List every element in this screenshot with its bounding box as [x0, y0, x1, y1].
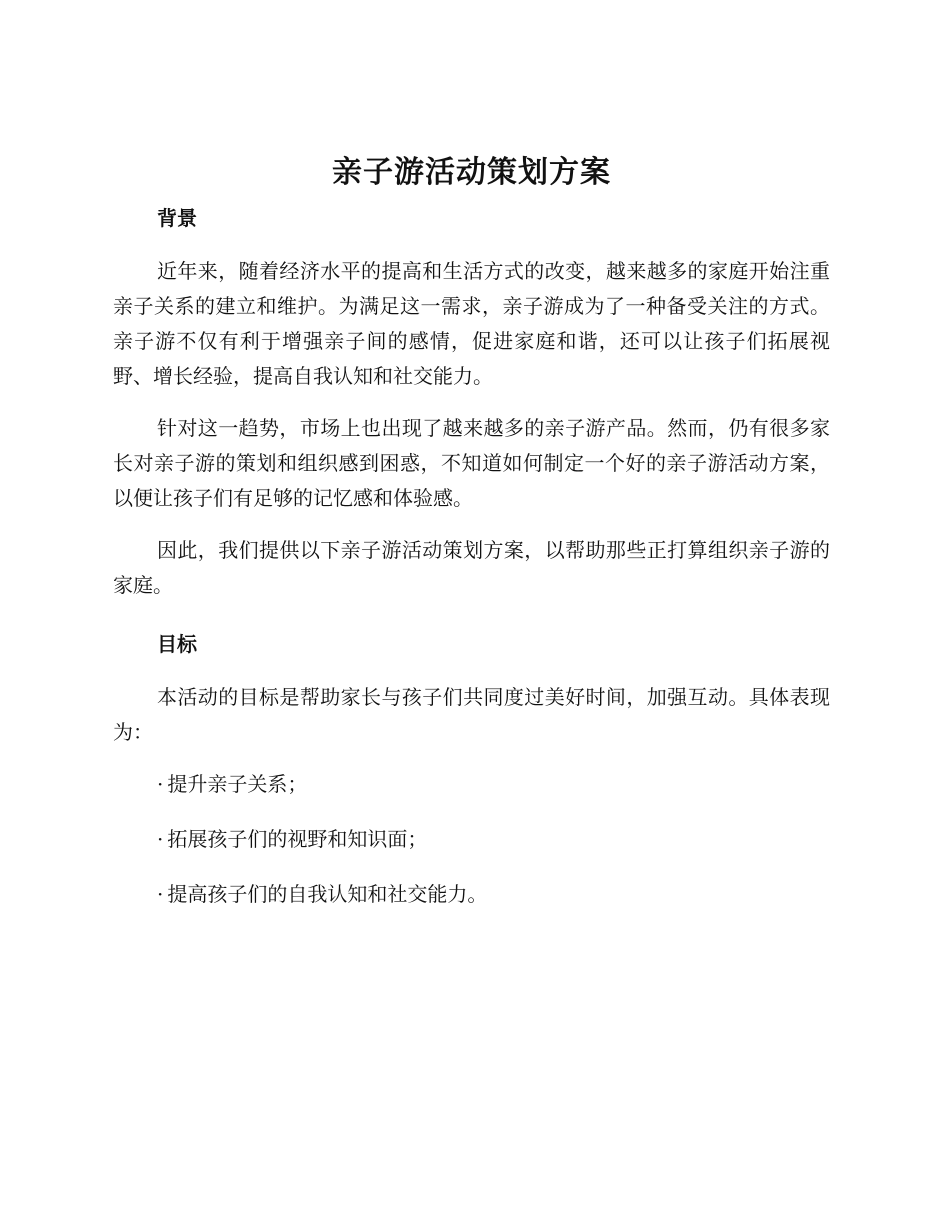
bullet-marker: · [157, 827, 164, 851]
bullet-marker: · [157, 882, 164, 906]
list-item-text: 拓展孩子们的视野和知识面； [167, 827, 428, 851]
list-item [157, 767, 830, 802]
paragraph: 本活动的目标是帮助家长与孩子们共同度过美好时间，加强互动。具体表现为： [113, 685, 830, 744]
paragraph: 因此，我们提供以下亲子游活动策划方案，以帮助那些正打算组织亲子游的家庭。 [113, 538, 830, 597]
list-item-text: 提高孩子们的自我认知和社交能力。 [167, 882, 488, 906]
list-item-text: 提升亲子关系； [167, 772, 308, 796]
section-heading-goals: 目标 [157, 632, 197, 656]
goals-list [113, 767, 830, 912]
list-item [157, 877, 830, 912]
paragraph: 近年来，随着经济水平的提高和生活方式的改变，越来越多的家庭开始注重亲子关系的建立和维护。为满足这一需求，亲子游成为了一种备受关注的方式。亲子游不仅有利于增强亲子间的感情，促进家庭和谐，还可以让孩子们拓展视野、增长经验，提高自我认知和社交能力。 [113, 259, 830, 388]
bullet-marker: · [157, 772, 164, 796]
document-page [113, 150, 830, 932]
section-background [113, 204, 830, 603]
section-goals [113, 630, 830, 912]
list-item [157, 822, 830, 857]
section-heading-background: 背景 [157, 206, 197, 230]
paragraph: 针对这一趋势，市场上也出现了越来越多的亲子游产品。然而，仍有很多家长对亲子游的策划和组织感到困惑，不知道如何制定一个好的亲子游活动方案，以便让孩子们有足够的记忆感和体验感。 [113, 416, 830, 510]
document-title: 亲子游活动策划方案 [332, 155, 611, 190]
